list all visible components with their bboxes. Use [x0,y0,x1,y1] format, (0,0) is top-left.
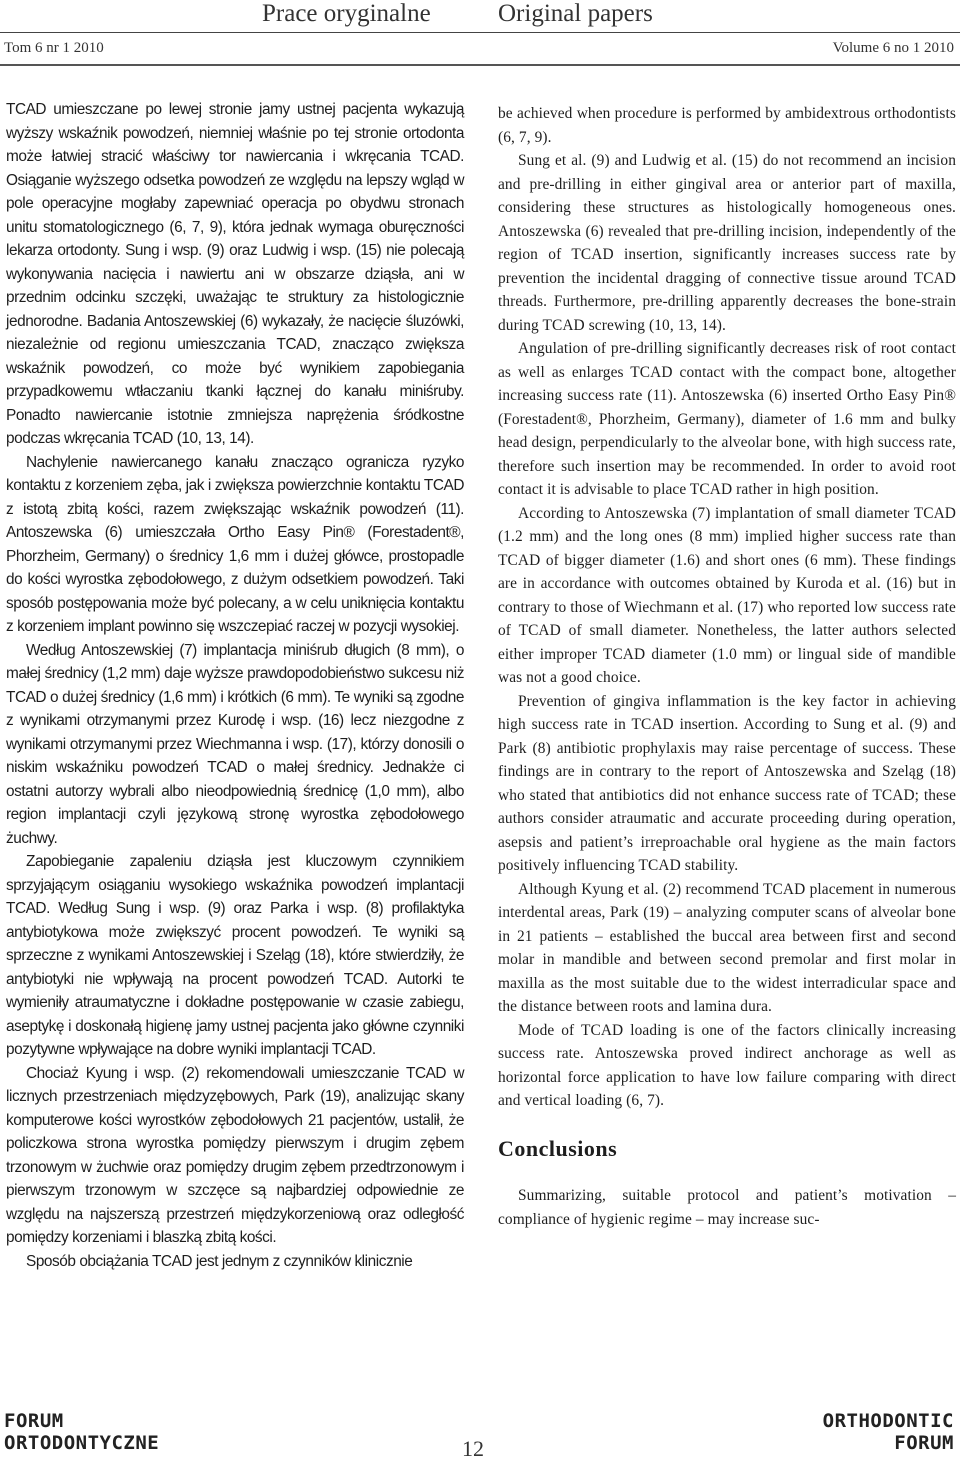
paragraph: Nachylenie nawiercanego kanału znacząco ogranicza ryzyko kontaktu z korzeniem zęba, jak i zwiększa powierzchnie kontaktu TCAD z istotą zbitą kości, razem zwiększając wskaźnik powodzeń (11). Antoszewska (6) umieszczała Ortho Easy Pin® (Forestadent®, Phorzheim, Germany) o średnicy 1,6 mm i dużej główce, prostopadle do kości wyrostka zębodołowego, z dużym odsetkiem powodzeń. Taki sposób postępowania może być polecany, a w celu uniknięcia kontaktu z korzeniem implant powinno się wszczepiać raczej w pozycji wysokiej. [6,453,464,635]
footer-line: ORTHODONTIC [822,1410,954,1432]
page-number: 12 [462,1436,484,1461]
paragraph: Według Antoszewskiej (7) implantacja miniśrub długich (8 mm), o małej średnicy (1,2 mm) daje wyższe prawdopodobieństwo sukcesu niż TCAD o dużej średnicy (1,6 mm) i krótkich (6 mm). Te wyniki są zgodne z wynikami otrzymanymi przez Kurodę i wsp. (16) lecz niezgodne z wynikami otrzymanymi przez Wiechmanna i wsp. (17), którzy donosili o niskim wskaźniku powodzeń TCAD o małej średnicy. Jednakże ci ostatni autorzy wybrali albo nieodpowiednią średnicę (1,0 mm), albo region implantacji czyli językową stronę wyrostka zębodołowego żuchwy. [6,641,464,847]
header-title-pl: Prace oryginalne [262,0,431,27]
paragraph: Zapobieganie zapaleniu dziąsła jest kluczowym czynnikiem sprzyjającym osiąganiu wysokiego wskaźnika powodzeń implantacji TCAD. Według Sung i wsp. (9) oraz Parka i wsp. (8) profilaktyka antybiotykowa może zwiększyć procent powodzeń. Te wyniki są sprzeczne z wynikami Antoszewskiej i Szeląg (18), które stwierdziły, że antybiotyki nie wpływają na procent powodzeń TCAD. Autorki te wymieniły atraumatyczne i dokładne postępowanie w czasie zabiegu, aseptykę i doskonałą higienę jamy ustnej pacjenta jako główne czynniki pozytywne wpływające na dobre wyniki implantacji TCAD. [6,853,464,1058]
paragraph: Although Kyung et al. (2) recommend TCAD placement in numerous interdental areas, Park (19) – analyzing computer scans of alveolar bone in 21 patients – established the buccal area between first and second molar in mandible and between second premolar and first molar in maxilla as the most suitable due to the widest interradicular space and the distance between roots and lamina dura. [498,880,956,1015]
footer-line: FORUM [894,1432,954,1454]
paragraph: According to Antoszewska (7) implantation of small diameter TCAD (1.2 mm) and the long ones (8 mm) implied higher success rate than TCAD of bigger diameter (1.6) and short ones (6 mm). These findings are in accordance with outcomes obtained by Kuroda et al. (16) but in contrary to those of Wiechmann et al. (17) who reported low success rate of TCAD of small diameter. Nonetheless, the latter authors selected either improper TCAD diameter (1.0 mm) or lingual side of mandible was not a good choice. [498,504,956,686]
paragraph: Sung et al. (9) and Ludwig et al. (15) do not recommend an incision and pre-drilling in either gingival area or anterior part of maxilla, considering these structures as histologically homogeneous ones. Antoszewska (6) revealed that pre-drilling incision, independently of the region of TCAD insertion, significantly increases success rate by prevention the incidental dragging of connective tissue around TCAD threads. Furthermore, pre-drilling apparently decreases the bone-strain during TCAD screwing (10, 13, 14). [498,152,956,334]
paragraph: be achieved when procedure is performed by ambidextrous orthodontists (6, 7, 9). [498,105,956,146]
paragraph: TCAD umieszczane po lewej stronie jamy ustnej pacjenta wykazują wyższy wskaźnik powodzeń, niemniej właśnie po tej stronie ortodonta może łatwiej stracić właściwy tor nawiercania i wkręcania TCAD. Osiąganie wyższego odsetka powodzeń ze względu na lepszy wgląd w pole operacyjne mogłaby zapewniać operacja po obydwu stronach unitu stomatologicznego (6, 7, 9), która jednak wymaga oburęczności lekarza ortodonty. Sung i wsp. (9) oraz Ludwig i wsp. (15) nie polecają wykonywania nacięcia i nawiertu ani w obszarze dziąsła, ani w przednim odcinku szczęki, uważając te struktury za histologicznie jednorodne. Badania Antoszewskiej (6) wykazały, że nacięcie śluzówki, niezależnie od regionu umieszczania TCAD, znacząco zwiększa wskaźnik powodzeń, co może być wynikiem zapobiegania przypadkowemu wtłaczaniu tkanki łącznej do kanału miniśruby. Ponadto nawiercanie istotnie zmniejsza naprężenia śródkostne podczas wkręcania TCAD (10, 13, 14). [6,101,464,447]
issue-label-pl: Tom 6 nr 1 2010 [4,40,104,56]
paragraph: Sposób obciążania TCAD jest jednym z czynników klinicznie [26,1252,413,1270]
header-rule [0,32,960,33]
paragraph: Chociaż Kyung i wsp. (2) rekomendowali umieszczanie TCAD w licznych przestrzeniach międzyzębowych, Park (19), analizując skany komputerowe kości wyrostków zębodołowych 21 pacjentów, ustalił, że policzkowa strona wyrostka pomiędzy pierwszym i drugim zębem trzonowym w żuchwie oraz pomiędzy drugim zębem przedtrzonowym i pierwszym trzonowym w szczęce są najbardziej odpowiednie ze względu na najszerszą przestrzeń międzykorzeniową oraz odległość pomiędzy korzeniami i blaszką zbitą kości. [6,1064,464,1246]
footer-line: ORTODONTYCZNE [4,1432,160,1454]
header-rule-secondary [0,64,960,66]
footer-journal-en [823,1410,954,1454]
paragraph: Angulation of pre-drilling significantly decreases risk of root contact as well as enlarges TCAD contact with the compact bone, altogether increasing success rate (11). Antoszewska (6) inserted Ortho Easy Pin® (Forestadent®, Phorzheim, Germany), diameter of 1.6 mm and bulky head design, perpendicularly to the alveolar bone, with high success rate, therefore such insertion may be recommended. In order to avoid root contact it is advisable to place TCAD rather in high position. [498,340,956,498]
footer-line: FORUM [4,1410,64,1432]
header-title-en: Original papers [498,0,653,27]
right-column-english [498,102,956,1231]
paragraph: Prevention of gingiva inflammation is the key factor in achieving high success rate in TCAD insertion. According to Sung et al. (9) and Park (8) antibiotic prophylaxis may raise percentage of success. These findings are in contrary to the report of Antoszewska and Szeląg (18) who stated that antibiotics did not enhance success rate of TCAD; these authors consider atraumatic and accurate proceeding during operation, asepsis and patient’s irreproachable oral hygiene as the main factors positively influencing TCAD stability. [498,692,956,874]
running-header [0,0,960,36]
section-heading-conclusions: Conclusions [498,1135,618,1161]
left-column-polish [6,98,464,1273]
paragraph: Summarizing, suitable protocol and patient’s motivation – compliance of hygienic regime – may increase suc- [498,1187,956,1228]
footer-journal-pl [4,1410,159,1454]
issue-label-en: Volume 6 no 1 2010 [832,40,954,56]
paragraph: Mode of TCAD loading is one of the factors clinically increasing success rate. Antoszewska proved indirect anchorage as well as horizontal force application to have low failure comparing with direct and vertical loading (6, 7). [498,1021,956,1109]
